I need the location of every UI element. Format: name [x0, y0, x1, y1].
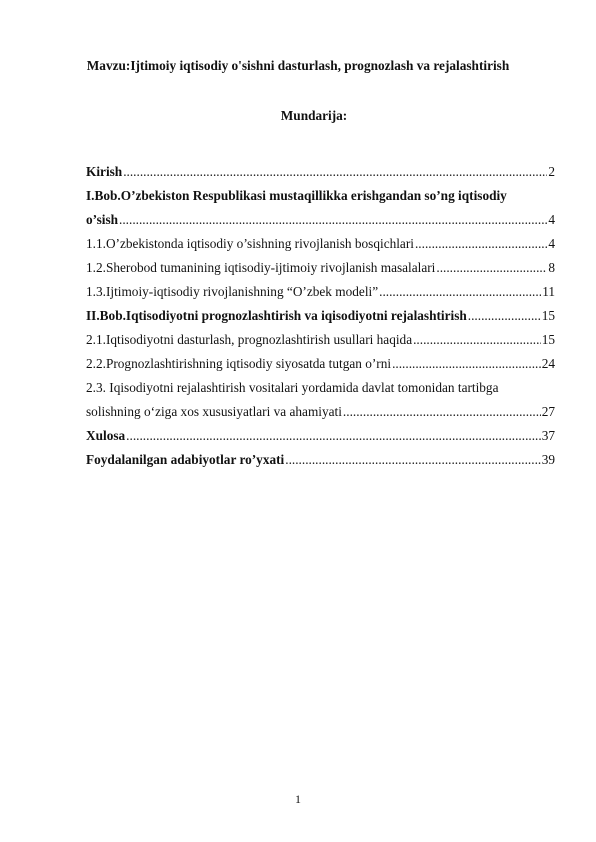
toc-entry-section-2-1[interactable] [86, 328, 555, 352]
toc-entry-page: 15 [541, 308, 555, 323]
page-number: 1 [295, 792, 301, 806]
toc-entry-kirish[interactable] [86, 160, 555, 184]
toc-entry-title: 2.2.Prognozlashtirishning iqtisodiy siyosatda tutgan o’rni [86, 356, 392, 371]
toc-entry-section-2-3[interactable] [86, 376, 555, 424]
toc-entry-title: 1.3.Ijtimoiy-iqtisodiy rivojlanishning “O’zbek modeli” [86, 284, 379, 299]
toc-dot-leader [392, 352, 541, 376]
toc-entry-page: 8 [548, 260, 555, 275]
toc-entry-page: 2 [548, 164, 555, 179]
toc-dot-leader [343, 400, 541, 424]
toc-entry-title: solishning o‘ziga xos xususiyatlari va ahamiyati [86, 404, 342, 419]
toc-entry-title: Foydalanilgan adabiyotlar ro’yxati [86, 452, 285, 467]
toc-entry-section-1-3[interactable] [86, 280, 555, 304]
toc-entry-title: 2.1.Iqtisodiyotni dasturlash, prognozlashtirish usullari haqida [86, 332, 413, 347]
toc-entry-page: 4 [548, 236, 555, 251]
toc-entry-references[interactable] [86, 448, 555, 472]
table-of-contents [86, 160, 555, 472]
toc-entry-page: 24 [541, 356, 555, 371]
toc-dot-leader [285, 448, 540, 472]
toc-entry-title: 1.1.O’zbekistonda iqtisodiy o’sishning rivojlanish bosqichlari [86, 236, 414, 251]
toc-entry-title: II.Bob.Iqtisodiyotni prognozlashtirish va iqisodiyotni rejalashtirish [86, 308, 467, 323]
toc-entry-title-line1: I.Bob.O’zbekiston Respublikasi mustaqillikka erishgandan so’ng iqtisodiy [86, 188, 507, 203]
toc-entry-chapter-1[interactable] [86, 184, 555, 232]
toc-heading: Mundarija: [280, 108, 348, 123]
toc-entry-page: 15 [541, 332, 555, 347]
toc-entry-title: Xulosa [86, 428, 126, 443]
toc-entry-chapter-2[interactable] [86, 304, 555, 328]
toc-entry-section-2-2[interactable] [86, 352, 555, 376]
toc-entry-page: 11 [542, 284, 555, 299]
toc-entry-title: Kirish [86, 164, 123, 179]
toc-dot-leader [436, 256, 547, 280]
toc-entry-section-1-2[interactable] [86, 256, 555, 280]
toc-entry-page: 4 [548, 212, 555, 227]
toc-dot-leader [126, 424, 541, 448]
toc-entry-title: 1.2.Sherobod tumanining iqtisodiy-ijtimoiy rivojlanish masalalari [86, 260, 436, 275]
toc-dot-leader [119, 208, 547, 232]
document-topic: Mavzu:Ijtimoiy iqtisodiy o'sishni dasturlash, prognozlash va rejalashtirish [86, 58, 510, 73]
toc-dot-leader [413, 328, 541, 352]
toc-dot-leader [415, 232, 547, 256]
toc-entry-page: 39 [541, 452, 555, 467]
toc-entry-page: 27 [541, 404, 555, 419]
toc-dot-leader [123, 160, 547, 184]
toc-entry-page: 37 [541, 428, 555, 443]
toc-entry-section-1-1[interactable] [86, 232, 555, 256]
toc-dot-leader [468, 304, 541, 328]
toc-entry-title-line1: 2.3. Iqisodiyotni rejalashtirish vositalari yordamida davlat tomonidan tartibga [86, 380, 499, 395]
toc-entry-title: o’sish [86, 212, 119, 227]
toc-dot-leader [379, 280, 541, 304]
toc-entry-xulosa[interactable] [86, 424, 555, 448]
